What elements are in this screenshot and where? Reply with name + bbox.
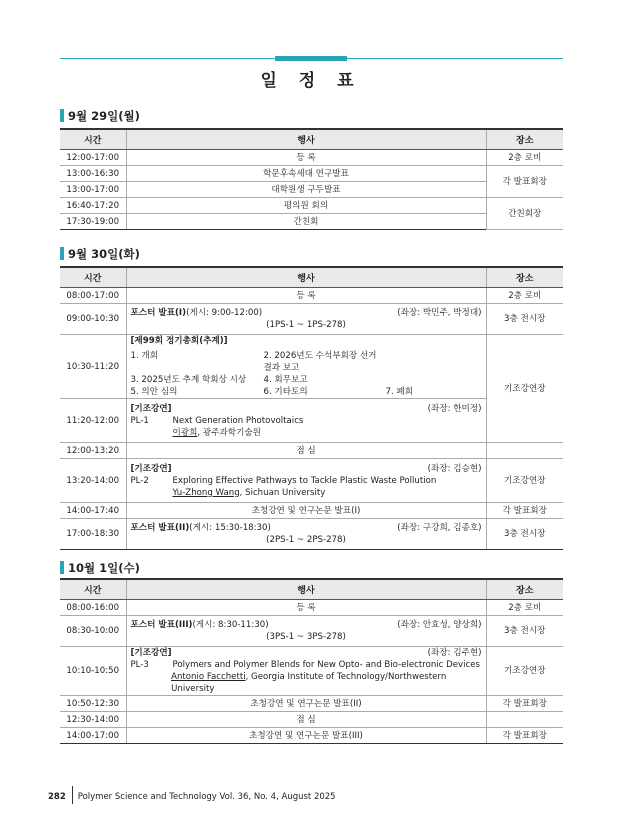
event-cell: 간친회 bbox=[126, 214, 486, 230]
keynote-speaker-line bbox=[131, 427, 482, 439]
table-row bbox=[60, 696, 563, 712]
poster-range: (1PS-1 ~ 1PS-278) bbox=[266, 320, 346, 330]
footer-divider bbox=[72, 786, 73, 804]
event-cell: 등 록 bbox=[126, 288, 486, 304]
agenda-item: 7. 폐회 bbox=[385, 387, 414, 397]
poster-line bbox=[131, 307, 482, 319]
time-cell: 14:00-17:40 bbox=[60, 503, 126, 519]
speaker-affil: , 광주과학기술원 bbox=[197, 427, 261, 438]
table-row bbox=[60, 198, 563, 214]
keynote-talk bbox=[131, 415, 482, 427]
talk-title: Next Generation Photovoltaics bbox=[172, 415, 304, 426]
event-cell bbox=[126, 616, 486, 647]
place-cell: 각 발표회장 bbox=[486, 503, 563, 519]
place-cell bbox=[486, 443, 563, 459]
time-cell: 11:20-12:00 bbox=[60, 399, 126, 443]
poster-title: 포스터 발표(III) bbox=[130, 620, 193, 630]
event-cell: 초청강연 및 연구논문 발표(III) bbox=[126, 728, 486, 744]
place-cell: 각 발표회장 bbox=[486, 166, 563, 198]
chair-text: (좌장: 안효성, 양상희) bbox=[397, 620, 482, 630]
place-cell: 기조강연장 bbox=[486, 459, 563, 503]
time-cell: 12:30-14:00 bbox=[60, 712, 126, 728]
day-marker bbox=[60, 561, 64, 574]
time-cell: 13:20-14:00 bbox=[60, 459, 126, 503]
header-time: 시간 bbox=[60, 579, 126, 600]
event-cell: 점 심 bbox=[126, 443, 486, 459]
time-cell: 13:00-17:00 bbox=[60, 182, 126, 198]
chair-text: (좌장: 김승현) bbox=[427, 463, 482, 474]
keynote-line bbox=[131, 403, 482, 415]
event-cell: 학문후속세대 연구발표 bbox=[126, 166, 486, 182]
time-cell: 08:30-10:00 bbox=[60, 616, 126, 647]
keynote-talk bbox=[131, 659, 482, 671]
day-marker bbox=[60, 247, 64, 260]
table-row bbox=[60, 150, 563, 166]
speaker-affil: , Sichuan University bbox=[239, 487, 326, 498]
place-cell bbox=[486, 712, 563, 728]
table-row bbox=[60, 443, 563, 459]
place-cell: 각 발표회장 bbox=[486, 696, 563, 712]
event-cell: 평의원 회의 bbox=[126, 198, 486, 214]
table-row bbox=[60, 166, 563, 182]
time-cell: 12:00-17:00 bbox=[60, 150, 126, 166]
place-cell: 기조강연장 bbox=[486, 647, 563, 696]
time-cell: 10:30-11:20 bbox=[60, 335, 126, 399]
talk-code: PL-2 bbox=[130, 475, 149, 486]
table-header bbox=[60, 129, 563, 150]
table-row bbox=[60, 647, 563, 696]
agenda-item: 5. 의안 심의 bbox=[130, 387, 178, 397]
poster-line bbox=[131, 522, 482, 534]
header-place: 장소 bbox=[486, 579, 563, 600]
place-cell: 2층 로비 bbox=[486, 288, 563, 304]
event-cell: 초청강연 및 연구논문 발표(I) bbox=[126, 503, 486, 519]
day-marker bbox=[60, 109, 64, 122]
table-header bbox=[60, 267, 563, 288]
table-row bbox=[60, 503, 563, 519]
event-cell bbox=[126, 399, 486, 443]
poster-heading bbox=[131, 307, 263, 319]
table-row bbox=[60, 288, 563, 304]
agenda-item bbox=[386, 350, 482, 374]
speaker-name: 이광희 bbox=[172, 427, 198, 438]
table-row bbox=[60, 600, 563, 616]
poster-title: 포스터 발표(II) bbox=[130, 523, 190, 533]
poster-detail: (게시: 15:30-18:30) bbox=[189, 523, 271, 533]
poster-range: (2PS-1 ~ 2PS-278) bbox=[266, 535, 346, 545]
event-cell bbox=[126, 335, 486, 399]
chair-text: (좌장: 구강희, 김종호) bbox=[397, 523, 482, 533]
event-cell: 초청강연 및 연구논문 발표(II) bbox=[126, 696, 486, 712]
place-cell: 2층 로비 bbox=[486, 600, 563, 616]
header-time: 시간 bbox=[60, 129, 126, 150]
header-event: 행사 bbox=[126, 129, 486, 150]
place-cell: 간친회장 bbox=[486, 198, 563, 230]
keynote-label: [기조강연] bbox=[130, 463, 172, 474]
header-place: 장소 bbox=[486, 129, 563, 150]
day2-date: 9월 30일(화) bbox=[68, 247, 140, 261]
event-cell bbox=[126, 304, 486, 335]
header-place: 장소 bbox=[486, 267, 563, 288]
agenda-item: 2. 2026년도 수석부회장 선거 결과 보고 bbox=[263, 351, 377, 373]
day3-date: 10월 1일(수) bbox=[68, 561, 140, 575]
journal-citation: Polymer Science and Technology Vol. 36, No. 4, August 2025 bbox=[77, 792, 336, 802]
talk-title: Polymers and Polymer Blends for New Opto- and Bio-electronic Devices bbox=[172, 660, 480, 670]
day2-table bbox=[60, 266, 563, 550]
place-cell: 각 발표회장 bbox=[486, 728, 563, 744]
chair-text: (좌장: 박민주, 박정대) bbox=[397, 308, 482, 318]
event-cell: 등 록 bbox=[126, 150, 486, 166]
header-event: 행사 bbox=[126, 579, 486, 600]
event-cell bbox=[126, 519, 486, 550]
poster-heading bbox=[131, 522, 271, 534]
header-time: 시간 bbox=[60, 267, 126, 288]
poster-heading bbox=[131, 619, 269, 631]
assembly-title: [제99회 정기총회(추계)] bbox=[130, 336, 228, 346]
keynote-label: [기조강연] bbox=[130, 403, 172, 414]
table-row bbox=[60, 712, 563, 728]
time-cell: 13:00-16:30 bbox=[60, 166, 126, 182]
event-cell bbox=[126, 459, 486, 503]
keynote-line bbox=[131, 463, 482, 475]
talk-title: Exploring Effective Pathways to Tackle Plastic Waste Pollution bbox=[172, 475, 437, 486]
agenda-item: 4. 회무보고 bbox=[263, 375, 308, 385]
table-header bbox=[60, 579, 563, 600]
table-row bbox=[60, 519, 563, 550]
time-cell: 09:00-10:30 bbox=[60, 304, 126, 335]
agenda-item: 6. 기타토의 bbox=[263, 387, 308, 397]
chair-text: (좌장: 한미정) bbox=[427, 403, 482, 414]
time-cell: 12:00-13:20 bbox=[60, 443, 126, 459]
time-cell: 10:50-12:30 bbox=[60, 696, 126, 712]
agenda-item bbox=[386, 374, 482, 386]
time-cell: 17:00-18:30 bbox=[60, 519, 126, 550]
day2-heading bbox=[60, 246, 140, 262]
poster-range: (3PS-1 ~ 3PS-278) bbox=[266, 632, 346, 642]
agenda-item: 3. 2025년도 추계 학회상 시상 bbox=[130, 375, 247, 385]
time-cell: 08:00-17:00 bbox=[60, 288, 126, 304]
speaker-name: Yu-Zhong Wang bbox=[172, 487, 240, 498]
page-title: 일 정 표 bbox=[260, 71, 362, 91]
poster-line bbox=[131, 619, 482, 631]
place-cell: 3층 전시장 bbox=[486, 616, 563, 647]
day3-heading bbox=[60, 560, 140, 576]
speaker-affil: , Georgia Institute of Technology/Northwestern University bbox=[171, 672, 447, 694]
agenda-grid bbox=[131, 350, 482, 398]
chair-text: (좌장: 김주현) bbox=[427, 648, 482, 658]
place-cell: 2층 로비 bbox=[486, 150, 563, 166]
poster-detail: (게시: 8:30-11:30) bbox=[192, 620, 269, 630]
talk-code: PL-1 bbox=[130, 415, 149, 426]
event-cell: 등 록 bbox=[126, 600, 486, 616]
day3-table bbox=[60, 578, 563, 744]
time-cell: 08:00-16:00 bbox=[60, 600, 126, 616]
day1-date: 9월 29일(월) bbox=[68, 109, 140, 123]
speaker-name: Antonio Facchetti bbox=[171, 672, 246, 682]
place-cell: 3층 전시장 bbox=[486, 304, 563, 335]
title-accent-bar bbox=[275, 56, 347, 61]
table-row bbox=[60, 304, 563, 335]
keynote-line bbox=[131, 647, 482, 659]
poster-detail: (게시: 9:00-12:00) bbox=[186, 308, 263, 318]
keynote-talk bbox=[131, 475, 482, 487]
table-row bbox=[60, 728, 563, 744]
table-row bbox=[60, 459, 563, 503]
time-cell: 16:40-17:20 bbox=[60, 198, 126, 214]
event-cell: 점 심 bbox=[126, 712, 486, 728]
poster-title: 포스터 발표(I) bbox=[130, 308, 187, 318]
day1-heading bbox=[60, 108, 140, 124]
talk-code: PL-3 bbox=[130, 660, 149, 670]
table-row bbox=[60, 335, 563, 399]
place-cell: 기조강연장 bbox=[486, 335, 563, 443]
day1-table bbox=[60, 128, 563, 230]
table-row bbox=[60, 616, 563, 647]
time-cell: 17:30-19:00 bbox=[60, 214, 126, 230]
event-cell: 대학원생 구두발표 bbox=[126, 182, 486, 198]
keynote-speaker-line bbox=[131, 671, 482, 695]
keynote-speaker-line bbox=[131, 487, 482, 499]
event-cell bbox=[126, 647, 486, 696]
time-cell: 10:10-10:50 bbox=[60, 647, 126, 696]
time-cell: 14:00-17:00 bbox=[60, 728, 126, 744]
place-cell: 3층 전시장 bbox=[486, 519, 563, 550]
header-event: 행사 bbox=[126, 267, 486, 288]
page-footer bbox=[48, 786, 336, 804]
keynote-label: [기조강연] bbox=[130, 648, 172, 658]
page-number: 282 bbox=[48, 792, 66, 802]
agenda-item: 1. 개회 bbox=[130, 351, 159, 361]
